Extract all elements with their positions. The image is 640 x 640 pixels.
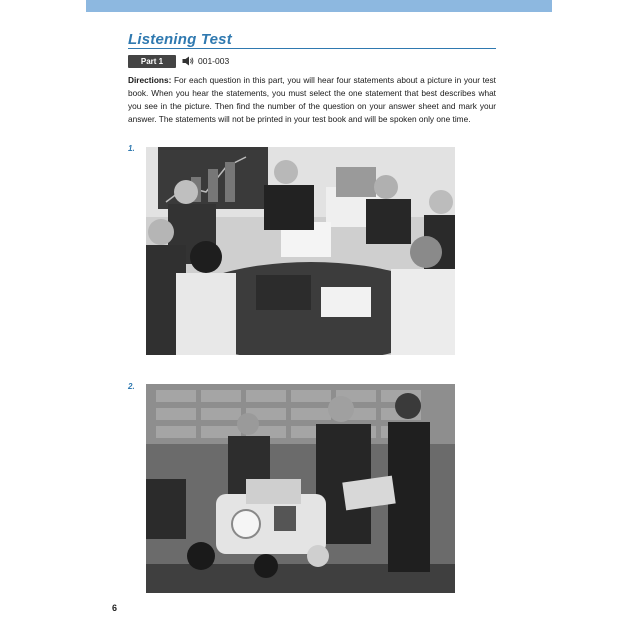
page-number: 6: [112, 603, 118, 613]
question-number-2: 2.: [128, 382, 135, 391]
lab-robot-photo: [146, 384, 455, 593]
speaker-icon: [182, 56, 194, 66]
directions-paragraph: [128, 74, 496, 126]
audio-track-numbers: 001-003: [198, 56, 230, 66]
question-number-1: 1.: [128, 144, 135, 153]
top-color-bar: [86, 0, 552, 12]
directions-text: For each question in this part, you will hear four statements about a picture in your test book. When you hear the statements, you must select the one statement that best describes what you see in the picture. Then find the number of the question on your answer sheet and mark your answer. The statements will not be printed in your test book and will be spoken only one time.: [128, 75, 496, 124]
title-underline: [128, 48, 496, 49]
part-badge: Part 1: [128, 55, 176, 68]
directions-label: Directions:: [128, 75, 172, 85]
page-title: Listening Test: [128, 31, 232, 48]
audio-track-indicator: [182, 56, 229, 66]
meeting-photo: [146, 147, 455, 355]
part-row: [128, 54, 229, 68]
